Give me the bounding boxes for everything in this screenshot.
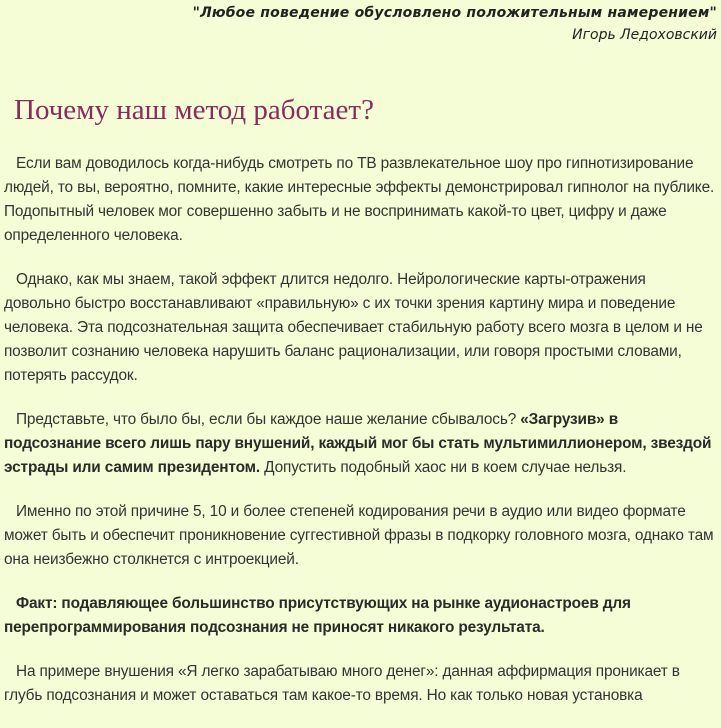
paragraph-affirmation-example: На примере внушения «Я легко зарабатываю много денег»: данная аффирмация проникает в глубь подсознания и может оставаться там какое-то время. Но как только новая установка [4,663,680,704]
paragraph-imagine-end: Допустить подобный хаос ни в коем случае нельзя. [260,459,627,476]
paragraph-fact [4,592,716,640]
paragraph-imagine-bold: «Загрузив» в подсознание всего лишь пару внушений, каждый мог бы стать мультимиллионером, звездой эстрады или самим президентом. [4,411,712,476]
epigraph-author: Игорь Ледоховский [572,27,717,43]
epigraph-quote: "Любое поведение обусловлено положительным намерением" [192,5,717,21]
fact-text: Факт: подавляющее большинство присутствующих на рынке аудионастроев для перепрограммирования подсознания не приносят никакого результата. [4,595,631,636]
epigraph [193,2,717,46]
page-title: Почему наш метод работает? [14,94,374,126]
paragraph-imagine [4,408,716,480]
paragraph-hypnosis-show: Если вам доводилось когда-нибудь смотреть по ТВ развлекательное шоу про гипнотизирование людей, то вы, вероятно, помните, какие интересные эффекты демонстрировал гипнолог на публике. Подопытный человек мог совершенно забыть и не воспринимать какой-то цвет, цифру и даже определенного человека. [4,155,715,244]
paragraph-neuro-maps: Однако, как мы знаем, такой эффект длится недолго. Нейрологические карты-отражения довольно быстро восстанавливают «правильную» с их точки зрения картину мира и поведение человека. Эта подсознательная защита обеспечивает стабильную работу всего мозга в целом и не позволит сознанию человека нарушить баланс рационализации, или говоря простыми словами, потерять рассудок. [4,271,703,384]
article-body [4,152,716,728]
paragraph-coding-degrees: Именно по этой причине 5, 10 и более степеней кодирования речи в аудио или видео формате может быть и обеспечит проникновение суггестивной фразы в подкорку головного мозга, однако там она неизбежно столкнется с интроекцией. [4,503,714,568]
paragraph-imagine-intro: Представьте, что было бы, если бы каждое наше желание сбывалось? [16,411,521,428]
